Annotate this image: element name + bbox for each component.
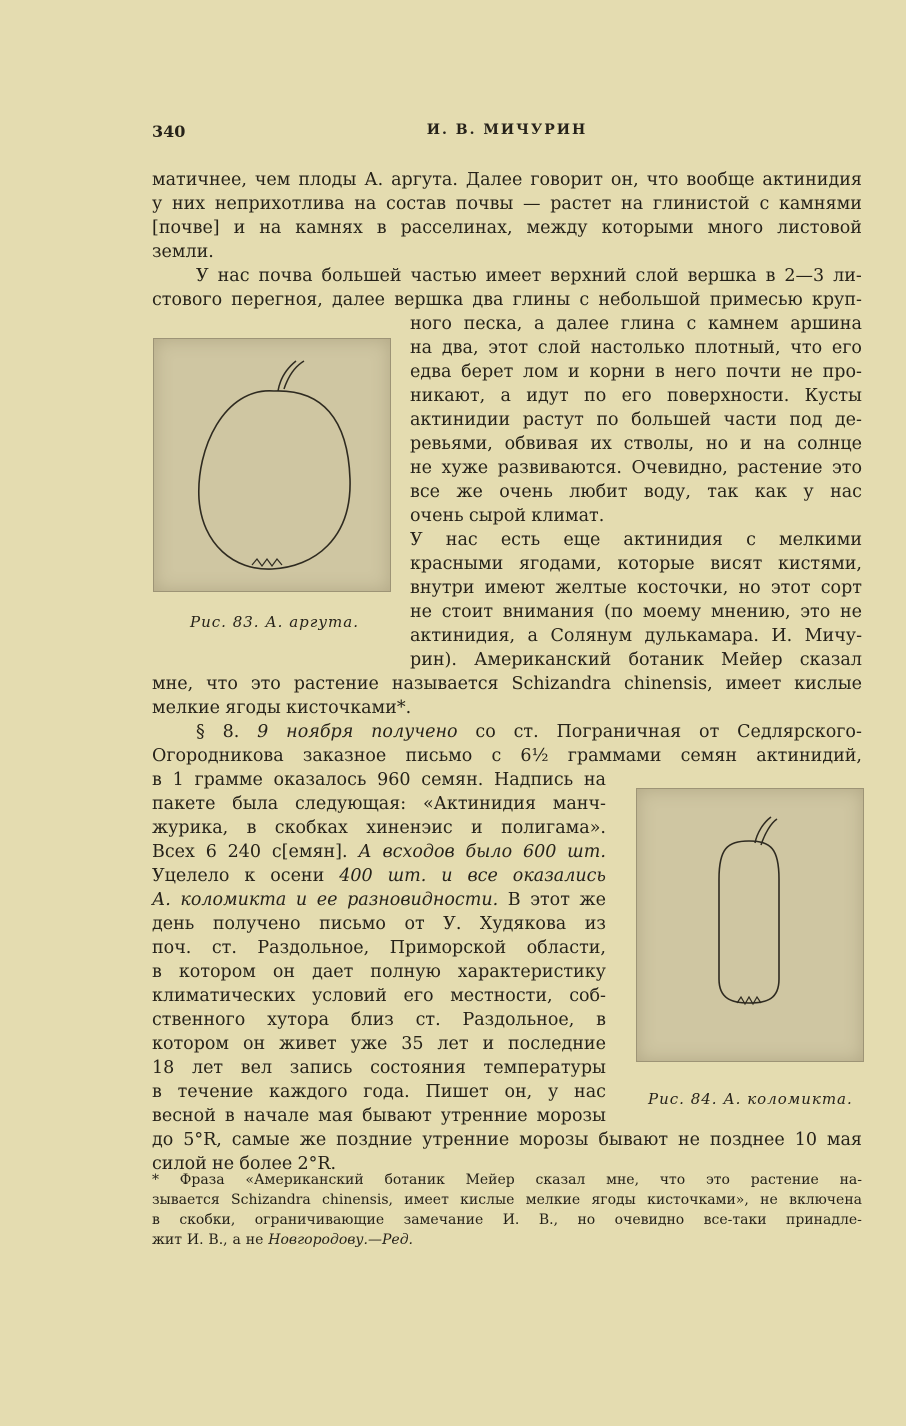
text-line: у них неприхотлива на состав почвы — растет на глинистой с камнями <box>152 194 862 214</box>
text-line: никают, а идут по его поверхности. Кусты <box>410 386 862 406</box>
text-line: рин). Американский ботаник Мейер сказал <box>410 650 862 670</box>
page-header <box>152 122 862 144</box>
text-line: в течение каждого года. Пишет он, у нас <box>152 1082 606 1102</box>
footnote-line: зывается Schizandra chinensis, имеет кислые мелкие ягоды кисточками», не включена <box>152 1192 862 1208</box>
text-line: Всех 6 240 с[емян]. А всходов было 600 шт. <box>152 842 606 862</box>
text-line: мне, что это растение называется Schizandra chinensis, имеет кислые <box>152 674 862 694</box>
text-line: до 5°R, самые же поздние утренние морозы бывают не позднее 10 мая <box>152 1130 862 1150</box>
text-line: котором он живет уже 35 лет и последние <box>152 1034 606 1054</box>
text-line: красными ягодами, которые висят кистями, <box>410 554 862 574</box>
text-line: день получено письмо от У. Худякова из <box>152 914 606 934</box>
footnote-line: жит И. В., а не Новгородову.—Ред. <box>152 1232 414 1248</box>
text-line: У нас есть еще актинидия с мелкими <box>410 530 862 550</box>
text-line: ственного хутора близ ст. Раздольное, в <box>152 1010 606 1030</box>
text-line: стового перегноя, далее вершка два глины с небольшой примесью круп- <box>152 290 862 310</box>
text-line: [почве] и на камнях в расселинах, между которыми много листовой <box>152 218 862 238</box>
text-line: едва берет лом и корни в него почти не про- <box>410 362 862 382</box>
figure-83-caption: Рис. 83. А. аргута. <box>190 613 359 631</box>
text-line: поч. ст. Раздольное, Приморской области, <box>152 938 606 958</box>
footnote-line: * Фраза «Американский ботаник Мейер сказал мне, что это растение на- <box>152 1172 862 1188</box>
text-line: А. коломикта и ее разновидности. В этот же <box>152 890 606 910</box>
text-line: актинидии растут по большей части под де- <box>410 410 862 430</box>
text-line: весной в начале мая бывают утренние морозы <box>152 1106 606 1126</box>
figure-84-caption: Рис. 84. А. коломикта. <box>648 1090 853 1108</box>
text-line: У нас почва большей частью имеет верхний слой вершка в 2—3 ли- <box>196 266 862 286</box>
text-line: ревьями, обвивая их стволы, но и на солнце <box>410 434 862 454</box>
text-line: на два, этот слой настолько плотный, что его <box>410 338 862 358</box>
text-line: в 1 грамме оказалось 960 семян. Надпись на <box>152 770 606 790</box>
fruit-kolomikta-illustration <box>637 789 863 1061</box>
text-line: пакете была следующая: «Актинидия манч- <box>152 794 606 814</box>
text-line: 18 лет вел запись состояния температуры <box>152 1058 606 1078</box>
text-line: журика, в скобках хиненэис и полигама». <box>152 818 606 838</box>
text-line: актинидия, а Солянум дулькамара. И. Мичу- <box>410 626 862 646</box>
text-line: климатических условий его местности, соб- <box>152 986 606 1006</box>
fruit-argut-illustration <box>154 339 390 591</box>
text-line: мелкие ягоды кисточками*. <box>152 698 412 718</box>
running-head: И. В. МИЧУРИН <box>426 122 588 138</box>
text-line: Уцелело к осени 400 шт. и все оказались <box>152 866 606 886</box>
text-line: силой не более 2°R. <box>152 1154 337 1174</box>
text-line: § 8. 9 ноября получено со ст. Пограничная от Седлярского- <box>196 722 862 742</box>
text-line: земли. <box>152 242 214 262</box>
text-line: в котором он дает полную характеристику <box>152 962 606 982</box>
text-line: очень сырой климат. <box>410 506 605 526</box>
text-line: Огородникова заказное письмо с 6½ граммами семян актинидий, <box>152 746 862 766</box>
text-line: не хуже развиваются. Очевидно, растение это <box>410 458 862 478</box>
figure-84 <box>636 788 864 1062</box>
text-line: внутри имеют желтые косточки, но этот сорт <box>410 578 862 598</box>
page-number: 340 <box>152 122 186 141</box>
text-line: не стоит внимания (по моему мнению, это не <box>410 602 862 622</box>
text-line: матичнее, чем плоды А. аргута. Далее говорит он, что вообще актинидия <box>152 170 862 190</box>
text-line: ного песка, а далее глина с камнем аршина <box>410 314 862 334</box>
footnote-line: в скобки, ограничивающие замечание И. В., но очевидно все-таки принадле- <box>152 1212 862 1228</box>
text-line: все же очень любит воду, так как у нас <box>410 482 862 502</box>
figure-83 <box>153 338 391 592</box>
